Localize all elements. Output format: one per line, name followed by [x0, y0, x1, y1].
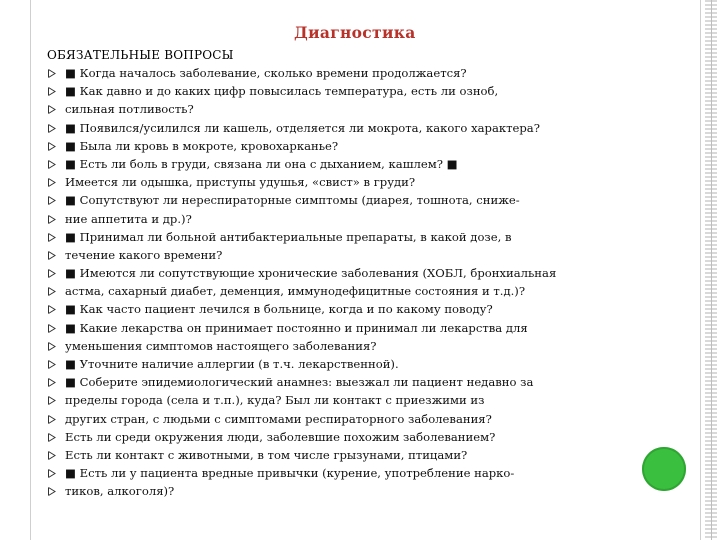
list-item	[47, 300, 556, 318]
list-item	[47, 191, 556, 209]
list-item	[47, 319, 556, 337]
arrow-bullet-icon	[47, 137, 57, 155]
arrow-bullet-icon	[47, 464, 57, 482]
list-item-text: ■ Появился/усилился ли кашель, отделяется ли мокрота, какого характера?	[65, 120, 540, 135]
list-item	[47, 373, 556, 391]
list-item	[47, 137, 556, 155]
arrow-bullet-icon	[47, 373, 57, 391]
list-item-text: ■ Есть ли боль в груди, связана ли она с дыханием, кашлем? ■	[65, 156, 458, 171]
list-item-text: ■ Имеются ли сопутствующие хронические заболевания (ХОБЛ, бронхиальная	[65, 266, 557, 281]
arrow-bullet-icon	[47, 300, 57, 318]
list-item-text: ■ Есть ли у пациента вредные привычки (курение, употребление нарко-	[65, 466, 515, 481]
arrow-bullet-icon	[47, 191, 57, 209]
section-heading: ОБЯЗАТЕЛЬНЫЕ ВОПРОСЫ	[47, 48, 234, 62]
arrow-bullet-icon	[47, 337, 57, 355]
list-item-text: ■ Была ли кровь в мокроте, кровохарканье?	[65, 138, 339, 153]
list-item-text: ■ Какие лекарства он принимает постоянно и принимал ли лекарства для	[65, 320, 528, 335]
list-item	[47, 337, 556, 355]
list-item-text: ■ Уточните наличие аллергии (в т.ч. лекарственной).	[65, 357, 399, 371]
list-item	[47, 173, 556, 191]
green-circle-decoration	[642, 447, 686, 491]
list-item-text: ■ Сопутствуют ли нереспираторные симптомы (диарея, тошнота, сниже-	[65, 193, 520, 208]
list-item	[47, 482, 556, 500]
list-item-text: ■ Как давно и до каких цифр повысилась температура, есть ли озноб,	[65, 84, 499, 99]
list-item-text: ■ Принимал ли больной антибактериальные препараты, в какой дозе, в	[65, 229, 512, 244]
arrow-bullet-icon	[47, 64, 57, 82]
list-item-text: ■ Как часто пациент лечился в больнице, когда и по какому поводу?	[65, 302, 493, 317]
arrow-bullet-icon	[47, 446, 57, 464]
list-item	[47, 100, 556, 118]
list-item-text: уменьшения симптомов настоящего заболевания?	[65, 338, 377, 353]
list-item-text: Есть ли контакт с животными, в том числе грызунами, птицами?	[65, 447, 468, 462]
list-item-text: пределы города (села и т.п.), куда? Был ли контакт с приезжими из	[65, 393, 485, 408]
list-item-text: течение какого времени?	[65, 247, 223, 262]
arrow-bullet-icon	[47, 282, 57, 300]
list-item	[47, 246, 556, 264]
arrow-bullet-icon	[47, 155, 57, 173]
arrow-bullet-icon	[47, 319, 57, 337]
list-item-text: ■ Соберите эпидемиологический анамнез: выезжал ли пациент недавно за	[65, 375, 534, 390]
list-item	[47, 355, 556, 373]
list-item	[47, 210, 556, 228]
decorative-edge-line	[711, 0, 712, 540]
arrow-bullet-icon	[47, 482, 57, 500]
arrow-bullet-icon	[47, 355, 57, 373]
list-item-text: ние аппетита и др.)?	[65, 211, 192, 226]
arrow-bullet-icon	[47, 391, 57, 409]
list-item	[47, 282, 556, 300]
arrow-bullet-icon	[47, 100, 57, 118]
list-item-text: астма, сахарный диабет, деменция, иммунодефицитные состояния и т.д.)?	[65, 284, 526, 299]
arrow-bullet-icon	[47, 82, 57, 100]
list-item	[47, 82, 556, 100]
list-item-text: других стран, с людьми с симптомами респираторного заболевания?	[65, 411, 492, 426]
arrow-bullet-icon	[47, 210, 57, 228]
arrow-bullet-icon	[47, 228, 57, 246]
question-list	[47, 64, 556, 501]
list-item	[47, 391, 556, 409]
list-item	[47, 155, 556, 173]
arrow-bullet-icon	[47, 264, 57, 282]
list-item-text: Есть ли среди окружения люди, заболевшие похожим заболеванием?	[65, 429, 496, 444]
arrow-bullet-icon	[47, 246, 57, 264]
arrow-bullet-icon	[47, 410, 57, 428]
arrow-bullet-icon	[47, 119, 57, 137]
arrow-bullet-icon	[47, 428, 57, 446]
list-item-text: сильная потливость?	[65, 102, 194, 117]
slide-title: Диагностика	[294, 23, 416, 42]
list-item	[47, 64, 556, 82]
list-item	[47, 264, 556, 282]
list-item-text: тиков, алкоголя)?	[65, 484, 175, 499]
list-item	[47, 410, 556, 428]
list-item-text: Имеется ли одышка, приступы удушья, «свист» в груди?	[65, 175, 416, 190]
list-item	[47, 428, 556, 446]
list-item-text: ■ Когда началось заболевание, сколько времени продолжается?	[65, 66, 467, 80]
list-item	[47, 228, 556, 246]
list-item	[47, 464, 556, 482]
arrow-bullet-icon	[47, 173, 57, 191]
list-item	[47, 446, 556, 464]
list-item	[47, 119, 556, 137]
